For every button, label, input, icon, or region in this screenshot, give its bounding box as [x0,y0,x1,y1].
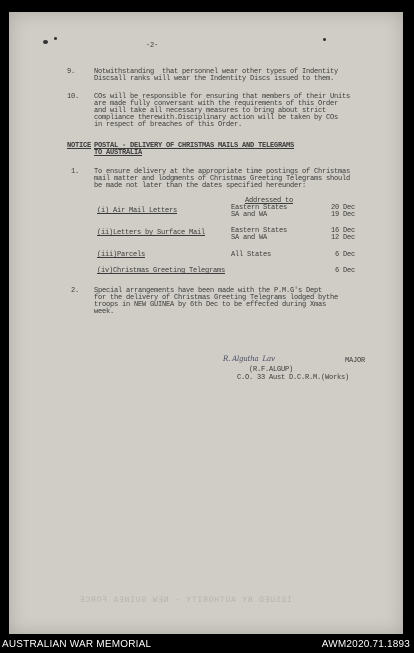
row-label: (iii)Parcels [97,251,146,259]
pin-mark [323,38,326,41]
para10-line: and will take all necessary measures to bring about strict [94,107,327,115]
notice-title: TO AUSTRALIA [94,149,143,157]
row-date: 16 Dec [331,227,356,235]
row-date: 6 Dec [335,267,356,275]
handwritten-signature: R. Algutha Lav [223,355,275,363]
signatory-position: C.O. 33 Aust D.C.R.M.(Works) [237,374,350,382]
row-dest: SA and WA [231,234,268,242]
footer-right-text: AWM2020.71.1893 [321,639,410,650]
pin-mark [54,37,57,40]
page-number: -2- [146,42,159,50]
row-date: 19 Dec [331,211,356,219]
row-label: (iv)Christmas Greeting Telegrams [97,267,226,275]
row-date: 12 Dec [331,234,356,242]
document-page [9,12,403,634]
row-date: 20 Dec [331,204,356,212]
row-dest: Eastern States [231,227,288,235]
item2-number: 2. [71,287,80,295]
item1-number: 1. [71,168,80,176]
row-dest: Eastern States [231,204,288,212]
signatory-name: (R.F.ALGUP) [249,366,294,374]
item1-line: To ensure delivery at the appropriate time postings of Christmas [94,168,351,176]
table-header: Addressed to [245,197,294,205]
item2-line: for the delivery of Christmas Greeting Telegrams lodged bythe [94,294,339,302]
row-dest: SA and WA [231,211,268,219]
item2-line: Special arrangements have been made with the P.M.G's Dept [94,287,323,295]
row-date: 6 Dec [335,251,356,259]
para10-line: in respect of breaches of this Order. [94,121,243,129]
notice-label: NOTICE [67,142,92,150]
item2-line: week. [94,308,115,316]
item2-line: troops in NEW GUINEA by 6th Dec to be effected during Xmas [94,301,327,309]
row-label: (i) Air Mail Letters [97,207,178,215]
pin-mark [43,40,48,44]
signatory-rank: MAJOR [345,357,366,365]
item1-line: be made not later than the dates specified hereunder: [94,182,307,190]
para9-line: Discsall ranks will wear the Indentity Discs issued to them. [94,75,335,83]
row-label: (ii)Letters by Surface Mail [97,229,206,237]
para10-line: are made fully conversant with the requirements of this Order [94,100,339,108]
para9-number: 9. [67,68,76,76]
para10-number: 10. [67,93,80,101]
para9-line: Notwithstanding that personnel wear other types of Indentity [94,68,339,76]
para10-line: COs will be responsible for ensuring that members of their Units [94,93,351,101]
para10-line: compliance therewith.Disciplinary action will be taken by COs [94,114,339,122]
notice-title: POSTAL - DELIVERY OF CHRISTMAS MAILS AND TELEGRAMS [94,142,295,150]
bleed-through-text: ISSUED BY AUTHORITY - NEW GUINEA FORCE [79,596,292,605]
row-dest: All States [231,251,272,259]
item1-line: mail matter and lodgments of Christmas Greeting Telegrams should [94,175,351,183]
footer-left-text: AUSTRALIAN WAR MEMORIAL [2,639,152,650]
